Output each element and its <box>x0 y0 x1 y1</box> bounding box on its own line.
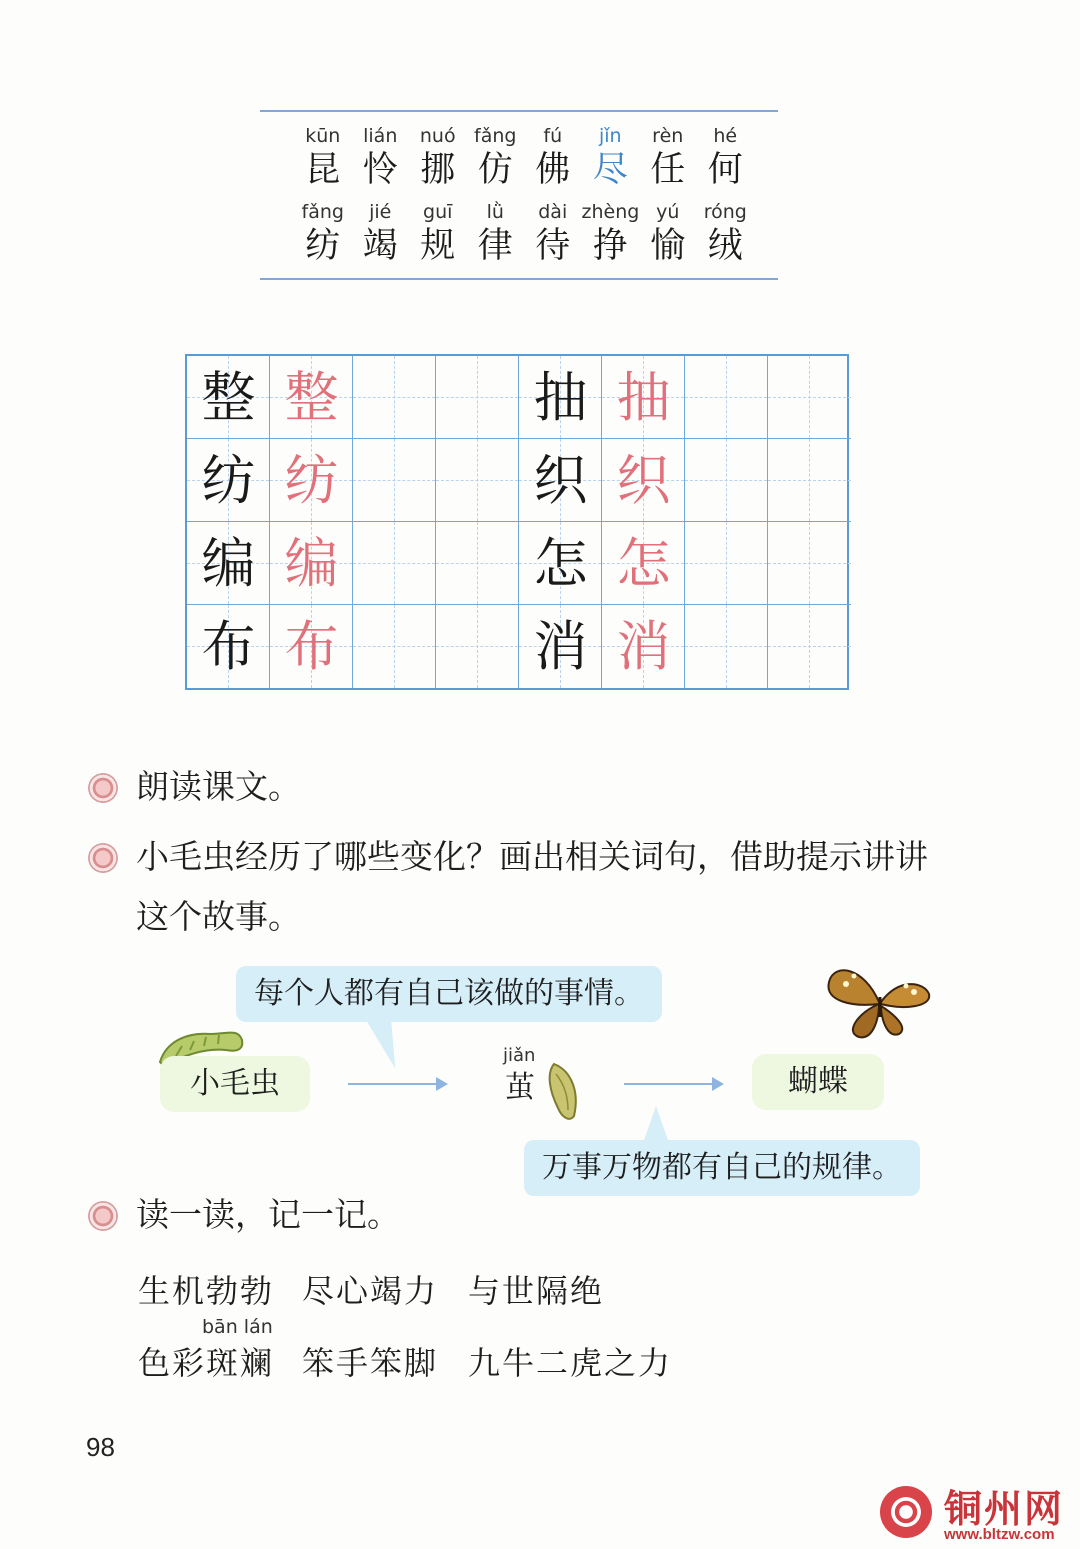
grid-cell-empty[interactable] <box>768 522 851 605</box>
grid-cell <box>519 605 602 688</box>
watermark-logo-icon <box>880 1486 932 1538</box>
grid-row <box>187 605 847 688</box>
grid-cell-empty[interactable] <box>768 356 851 439</box>
speech-bubble-top: 每个人都有自己该做的事情。 <box>236 966 662 1022</box>
grid-cell <box>519 356 602 439</box>
vocab-item: kūn 昆 <box>305 125 341 190</box>
exercise-2-text-line1: 小毛虫经历了哪些变化？画出相关词句，借助提示讲讲 <box>136 837 928 876</box>
vocab-top-rule <box>260 110 778 112</box>
exercise-bullet-icon <box>88 1201 118 1231</box>
speech-bubble-bottom: 万事万物都有自己的规律。 <box>524 1140 920 1196</box>
vocab-item: fǎng 仿 <box>474 125 517 190</box>
grid-cell-empty[interactable] <box>436 439 519 522</box>
idiom: 生机勃勃 <box>138 1272 275 1310</box>
vocab-item: fú 佛 <box>535 125 571 190</box>
model-character: 抽 <box>533 366 588 429</box>
idiom: 尽心竭力 <box>302 1272 439 1310</box>
grid-cell-empty[interactable] <box>353 356 436 439</box>
model-character: 织 <box>533 449 588 512</box>
vocab-item: nuó 挪 <box>419 125 456 190</box>
arrow-right-icon <box>624 1083 722 1085</box>
watermark-url: www.bltzw.com <box>944 1526 1055 1543</box>
model-character: 纺 <box>201 449 256 512</box>
idiom: 九牛二虎之力 <box>468 1344 673 1382</box>
trace-character: 纺 <box>284 449 339 512</box>
grid-cell <box>602 605 685 688</box>
grid-cell-empty[interactable] <box>436 605 519 688</box>
model-character: 消 <box>533 615 588 678</box>
grid-row <box>187 522 847 605</box>
idiom: 与世隔绝 <box>468 1272 605 1310</box>
grid-cell <box>270 439 353 522</box>
grid-cell <box>602 439 685 522</box>
grid-cell-empty[interactable] <box>685 356 768 439</box>
vocab-item: hé 何 <box>707 125 743 190</box>
trace-character: 整 <box>284 366 339 429</box>
grid-cell-empty[interactable] <box>768 439 851 522</box>
grid-cell <box>270 522 353 605</box>
arrow-right-icon <box>348 1083 446 1085</box>
grid-cell-empty[interactable] <box>685 605 768 688</box>
vocab-item: yú 愉 <box>650 201 686 266</box>
vocab-row-1 <box>294 124 754 192</box>
vocab-row-2 <box>294 200 754 268</box>
vocab-item: róng 绒 <box>703 201 747 266</box>
grid-row <box>187 356 847 439</box>
grid-row <box>187 439 847 522</box>
idiom-pinyin: bān lán <box>202 1316 273 1338</box>
vocab-item: lǜ 律 <box>477 201 513 266</box>
vocab-item: jié 竭 <box>362 201 398 266</box>
vocab-bottom-rule <box>260 278 778 280</box>
model-character: 编 <box>201 532 256 595</box>
page-number: 98 <box>86 1432 115 1462</box>
stage-butterfly: 蝴蝶 <box>752 1054 884 1110</box>
vocab-item: rèn 任 <box>650 125 686 190</box>
grid-cell-empty[interactable] <box>685 522 768 605</box>
stage-caterpillar: 小毛虫 <box>160 1056 310 1112</box>
model-character: 怎 <box>533 532 588 595</box>
trace-character: 抽 <box>616 366 671 429</box>
stage-2-pinyin: jiǎn <box>503 1045 536 1066</box>
model-character: 整 <box>201 366 256 429</box>
trace-character: 怎 <box>616 532 671 595</box>
grid-cell <box>187 356 270 439</box>
grid-cell <box>187 439 270 522</box>
grid-cell-empty[interactable] <box>685 439 768 522</box>
vocab-item: lián 怜 <box>362 125 398 190</box>
grid-cell <box>270 605 353 688</box>
cocoon-icon <box>540 1060 584 1124</box>
grid-cell-empty[interactable] <box>353 522 436 605</box>
vocab-item: guī 规 <box>420 201 456 266</box>
writing-grid <box>185 354 849 690</box>
idiom: 色彩斑斓 <box>138 1344 275 1382</box>
grid-cell-empty[interactable] <box>436 522 519 605</box>
grid-cell-empty[interactable] <box>353 605 436 688</box>
grid-cell-empty[interactable] <box>768 605 851 688</box>
vocab-item: fǎng 纺 <box>301 201 344 266</box>
grid-cell <box>602 522 685 605</box>
grid-cell <box>187 522 270 605</box>
exercise-3-text: 读一读，记一记。 <box>136 1195 400 1234</box>
vocab-item: dài 待 <box>535 201 571 266</box>
exercise-bullet-icon <box>88 773 118 803</box>
grid-cell <box>270 356 353 439</box>
grid-cell <box>519 522 602 605</box>
trace-character: 编 <box>284 532 339 595</box>
idiom: 笨手笨脚 <box>302 1344 439 1382</box>
grid-cell <box>602 356 685 439</box>
vocab-item: zhèng 挣 <box>581 201 640 266</box>
trace-character: 织 <box>616 449 671 512</box>
grid-cell <box>187 605 270 688</box>
butterfly-icon <box>824 962 934 1042</box>
grid-cell-empty[interactable] <box>436 356 519 439</box>
trace-character: 消 <box>616 615 671 678</box>
stage-cocoon: 茧 <box>505 1070 535 1105</box>
model-character: 布 <box>201 615 256 678</box>
grid-cell <box>519 439 602 522</box>
grid-cell-empty[interactable] <box>353 439 436 522</box>
exercise-1-text: 朗读课文。 <box>136 767 301 806</box>
vocab-item-highlight: jǐn 尽 <box>592 125 628 190</box>
trace-character: 布 <box>284 615 339 678</box>
watermark-name: 铜州网 <box>944 1486 1065 1531</box>
exercise-bullet-icon <box>88 843 118 873</box>
exercise-2-text-line2: 这个故事。 <box>136 897 301 936</box>
